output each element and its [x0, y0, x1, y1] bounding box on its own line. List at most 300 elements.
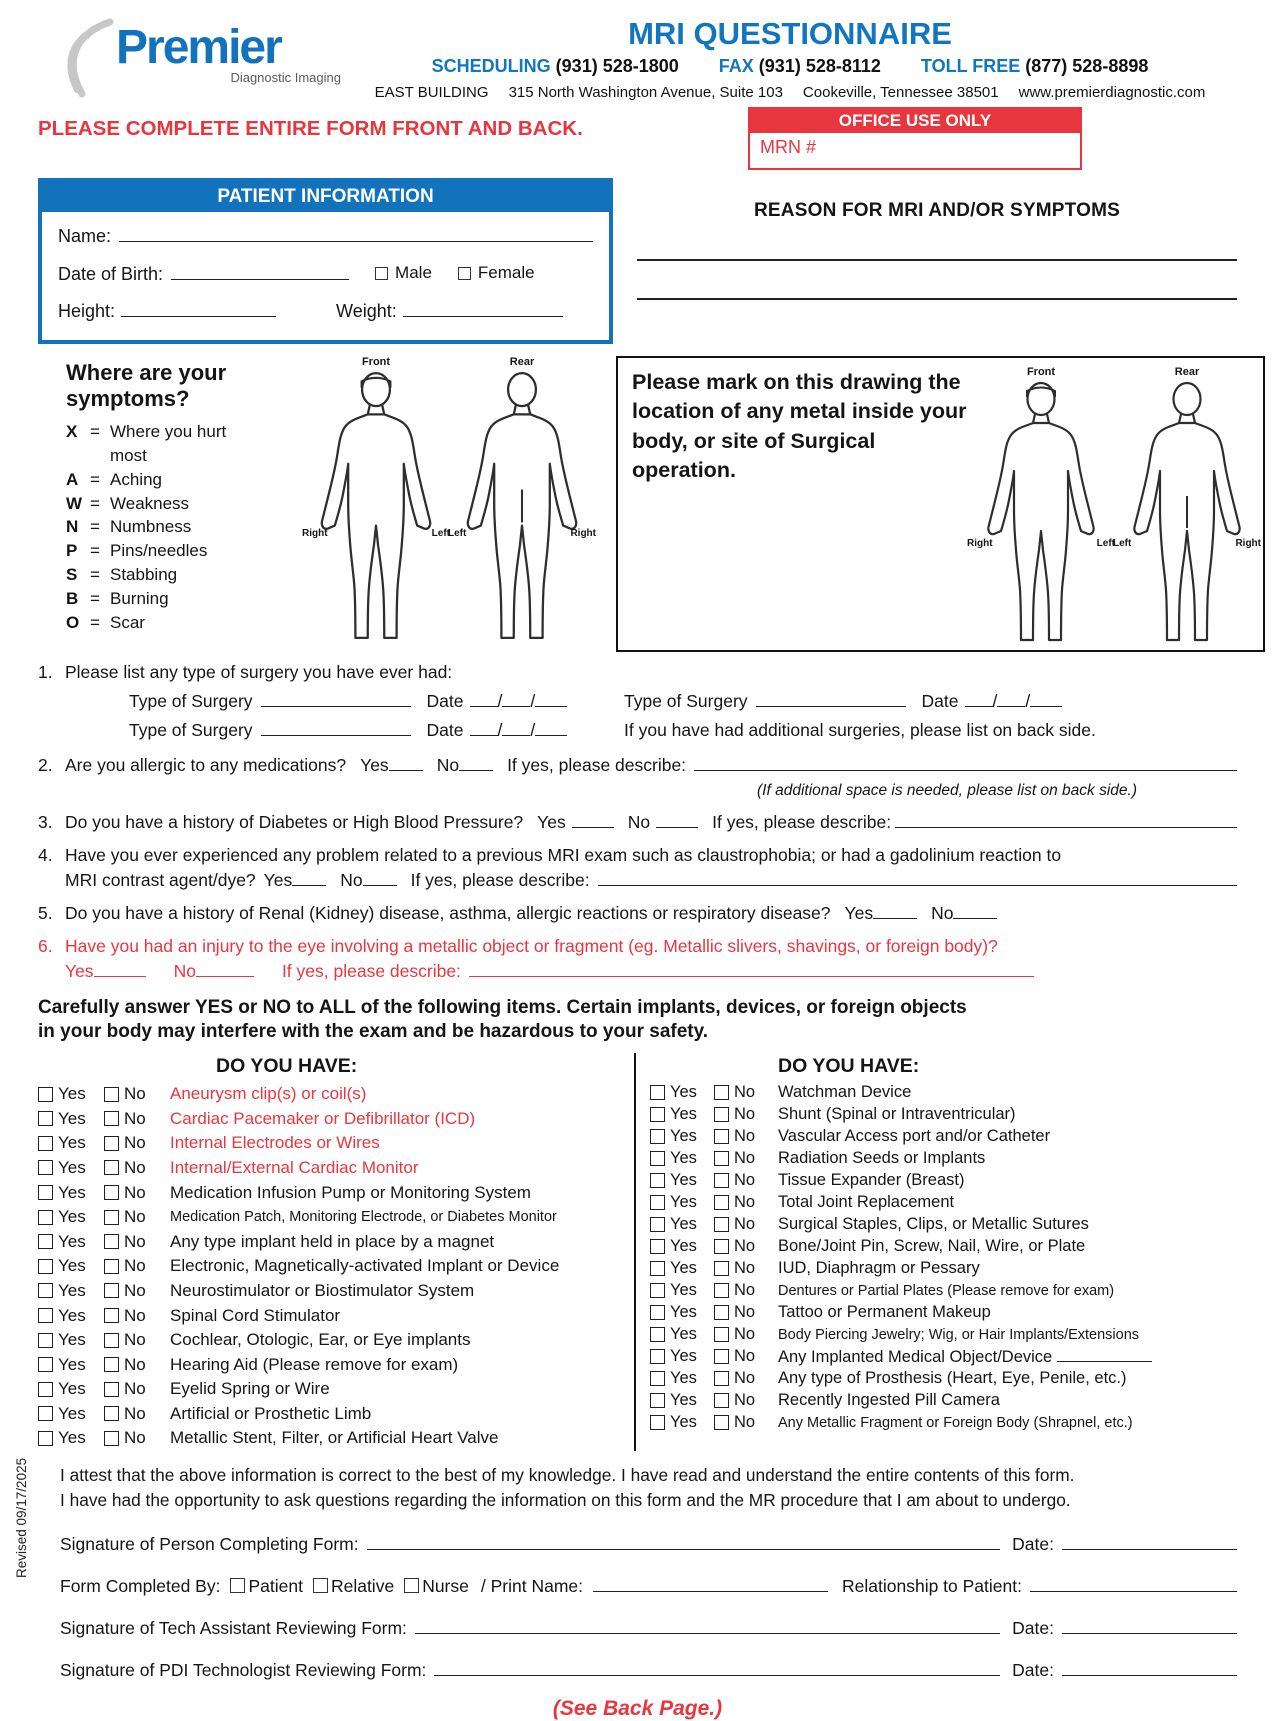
checklist-item	[650, 1280, 1237, 1302]
yes-option[interactable]	[38, 1133, 104, 1153]
yes-checkbox[interactable]	[38, 1136, 53, 1151]
body-figure-front[interactable]	[967, 365, 1115, 646]
legend-equals: =	[90, 422, 100, 442]
q6-describe-line[interactable]	[469, 961, 1034, 977]
yes-checkbox[interactable]	[650, 1327, 665, 1342]
yes-checkbox[interactable]	[38, 1283, 53, 1298]
no-option[interactable]	[714, 1171, 778, 1190]
no-option[interactable]	[714, 1391, 778, 1410]
yes-label: Yes	[670, 1259, 697, 1278]
no-checkbox[interactable]	[714, 1393, 729, 1408]
no-option[interactable]	[104, 1256, 170, 1276]
no-checkbox[interactable]	[104, 1160, 119, 1175]
no-option[interactable]	[104, 1281, 170, 1301]
completed-by-nurse-option[interactable]: Nurse	[404, 1576, 469, 1597]
no-option[interactable]	[714, 1413, 778, 1432]
date-label: Date:	[1012, 1533, 1054, 1554]
checklist-right-column	[634, 1053, 1237, 1451]
no-checkbox[interactable]	[714, 1129, 729, 1144]
no-checkbox[interactable]	[104, 1259, 119, 1274]
body-figure-front[interactable]	[302, 355, 450, 652]
checklist-item	[38, 1106, 626, 1131]
no-option[interactable]	[104, 1404, 170, 1424]
no-checkbox[interactable]	[714, 1305, 729, 1320]
no-checkbox[interactable]	[104, 1136, 119, 1151]
no-option[interactable]	[104, 1084, 170, 1104]
yes-checkbox[interactable]	[38, 1308, 53, 1323]
item-label: Cardiac Pacemaker or Defibrillator (ICD)	[170, 1108, 476, 1128]
yes-option[interactable]	[38, 1256, 104, 1276]
surgery-date-line[interactable]	[502, 720, 530, 736]
checklist-item	[38, 1402, 626, 1427]
reason-title: REASON FOR MRI AND/OR SYMPTOMS	[754, 200, 1120, 221]
signature-person-line[interactable]	[367, 1534, 1001, 1550]
yes-checkbox[interactable]	[38, 1406, 53, 1421]
symptoms-title: Where are your symptoms?	[66, 359, 227, 411]
dob-input-line[interactable]	[171, 264, 349, 280]
yes-checkbox[interactable]	[650, 1173, 665, 1188]
checklist-item	[650, 1302, 1237, 1324]
no-label: No	[734, 1413, 756, 1432]
yes-label: Yes	[670, 1281, 697, 1300]
yes-option[interactable]	[650, 1281, 714, 1300]
yes-option[interactable]	[38, 1232, 104, 1252]
yes-label: Yes	[670, 1149, 697, 1168]
yes-checkbox[interactable]	[38, 1087, 53, 1102]
print-name-line[interactable]	[593, 1576, 828, 1592]
surgery-date-line[interactable]	[965, 691, 993, 707]
yes-option[interactable]	[650, 1105, 714, 1124]
q4-yes-line[interactable]	[292, 870, 326, 886]
yes-checkbox[interactable]	[650, 1129, 665, 1144]
phone-numbers	[343, 56, 1237, 77]
metal-body-diagrams[interactable]	[967, 365, 1261, 646]
item-label: Recently Ingested Pill Camera	[778, 1391, 1000, 1410]
yes-option[interactable]	[38, 1379, 104, 1399]
female-checkbox[interactable]	[458, 267, 471, 280]
do-you-have-header: DO YOU HAVE:	[778, 1054, 920, 1077]
nurse-checkbox[interactable]	[404, 1578, 419, 1593]
yes-label: Yes	[670, 1237, 697, 1256]
patient-information-title: PATIENT INFORMATION	[42, 182, 609, 212]
yes-option[interactable]	[650, 1303, 714, 1322]
yes-option[interactable]	[650, 1083, 714, 1102]
signature-tech-row	[38, 1618, 1237, 1639]
yes-option[interactable]	[650, 1127, 714, 1146]
checklist-item	[38, 1377, 626, 1402]
q4-describe-line[interactable]	[598, 870, 1237, 886]
legend-key: B	[66, 588, 79, 608]
surgery-type-line[interactable]	[261, 720, 411, 736]
do-you-have-header: DO YOU HAVE:	[216, 1054, 358, 1077]
item-label: Shunt (Spinal or Intraventricular)	[778, 1105, 1016, 1124]
yes-option[interactable]	[38, 1355, 104, 1375]
no-label: No	[124, 1084, 146, 1104]
no-checkbox[interactable]	[714, 1283, 729, 1298]
no-option[interactable]	[714, 1149, 778, 1168]
no-option[interactable]	[104, 1355, 170, 1375]
yes-checkbox[interactable]	[650, 1371, 665, 1386]
no-option[interactable]	[104, 1133, 170, 1153]
no-checkbox[interactable]	[104, 1283, 119, 1298]
yes-checkbox[interactable]	[38, 1185, 53, 1200]
no-option[interactable]	[104, 1330, 170, 1350]
no-checkbox[interactable]	[714, 1415, 729, 1430]
no-label: No	[124, 1428, 146, 1448]
yes-option[interactable]	[38, 1404, 104, 1424]
no-label: No	[124, 1133, 146, 1153]
yes-checkbox[interactable]	[38, 1259, 53, 1274]
no-option[interactable]	[104, 1207, 170, 1227]
body-figure-rear[interactable]	[1113, 365, 1261, 646]
no-checkbox[interactable]	[714, 1151, 729, 1166]
surgery-date-line[interactable]	[997, 691, 1025, 707]
yes-option[interactable]	[650, 1369, 714, 1388]
no-option[interactable]	[714, 1083, 778, 1102]
checklist-item	[38, 1082, 626, 1107]
yes-checkbox[interactable]	[650, 1217, 665, 1232]
yes-option[interactable]	[650, 1259, 714, 1278]
q3-yes-line[interactable]	[572, 812, 614, 828]
item-label: Any Implanted Medical Object/Device	[778, 1346, 1152, 1367]
no-checkbox[interactable]	[714, 1261, 729, 1276]
yes-option[interactable]	[650, 1149, 714, 1168]
yes-option[interactable]	[38, 1330, 104, 1350]
yes-checkbox[interactable]	[38, 1160, 53, 1175]
q2-yes-line[interactable]	[389, 755, 423, 771]
metal-location-box	[616, 356, 1265, 652]
no-option[interactable]	[714, 1281, 778, 1300]
yes-checkbox[interactable]	[650, 1349, 665, 1364]
item-label: Dentures or Partial Plates (Please remove for exam)	[778, 1282, 1115, 1299]
item-label: Internal/External Cardiac Monitor	[170, 1157, 419, 1177]
yes-label: Yes	[58, 1280, 86, 1300]
signature-tech-line[interactable]	[415, 1618, 1000, 1634]
no-checkbox[interactable]	[714, 1327, 729, 1342]
signature-person-date-line[interactable]	[1062, 1534, 1237, 1550]
yes-label: Yes	[670, 1303, 697, 1322]
yes-label: Yes	[670, 1083, 697, 1102]
additional-surgeries-note: If you have had additional surgeries, please list on back side.	[624, 719, 1096, 740]
legend-row	[66, 611, 306, 635]
checklist-item	[38, 1205, 626, 1230]
no-option[interactable]	[104, 1306, 170, 1326]
no-checkbox[interactable]	[104, 1333, 119, 1348]
body-figure-rear[interactable]	[448, 355, 596, 652]
yes-checkbox[interactable]	[38, 1357, 53, 1372]
yes-checkbox[interactable]	[38, 1111, 53, 1126]
rear-label: Rear	[509, 355, 535, 368]
checklist-item	[650, 1412, 1237, 1434]
no-checkbox[interactable]	[714, 1371, 729, 1386]
checklist-item	[650, 1346, 1237, 1368]
no-checkbox[interactable]	[104, 1431, 119, 1446]
implant-checklists	[38, 1053, 1237, 1451]
legend-value: Aching	[110, 469, 162, 489]
height-label: Height:	[58, 300, 116, 321]
yes-label: Yes	[58, 1403, 86, 1423]
no-label: No	[124, 1330, 146, 1350]
name-input-line[interactable]	[119, 226, 593, 242]
yes-option[interactable]	[38, 1109, 104, 1129]
surgery-date-line[interactable]	[535, 720, 567, 736]
no-checkbox[interactable]	[714, 1217, 729, 1232]
q6-no-line[interactable]	[196, 961, 254, 977]
no-checkbox[interactable]	[714, 1195, 729, 1210]
no-checkbox[interactable]	[104, 1234, 119, 1249]
yes-checkbox[interactable]	[650, 1239, 665, 1254]
no-checkbox[interactable]	[104, 1185, 119, 1200]
no-option[interactable]	[104, 1232, 170, 1252]
symptom-body-diagrams[interactable]	[302, 355, 596, 652]
item-extra-line[interactable]	[1057, 1346, 1152, 1362]
no-option[interactable]	[714, 1105, 778, 1124]
logo-swoosh-icon	[44, 16, 122, 104]
checklist-item	[38, 1254, 626, 1279]
yes-checkbox[interactable]	[650, 1283, 665, 1298]
premier-logo	[38, 14, 343, 85]
yes-option[interactable]	[650, 1347, 714, 1366]
completed-by-patient-option[interactable]: Patient	[230, 1576, 302, 1597]
no-checkbox[interactable]	[104, 1087, 119, 1102]
signature-pdi-date-line[interactable]	[1062, 1660, 1237, 1676]
yes-label: Yes	[58, 1305, 86, 1325]
yes-option[interactable]	[38, 1281, 104, 1301]
yes-option[interactable]	[650, 1413, 714, 1432]
no-label: No	[734, 1391, 756, 1410]
yes-checkbox[interactable]	[650, 1107, 665, 1122]
address-building: EAST BUILDING	[374, 84, 489, 101]
legend-value: Burning	[110, 588, 169, 608]
no-option[interactable]	[714, 1303, 778, 1322]
yes-option[interactable]	[650, 1171, 714, 1190]
yes-option[interactable]	[650, 1237, 714, 1256]
no-label: No	[734, 1259, 756, 1278]
question-3-text: Do you have a history of Diabetes or High Blood Pressure?	[65, 811, 524, 832]
question-4: 4. Have you ever experienced any problem related to a previous MRI exam such as claustrophobia; or had a gadolinium reaction to	[38, 844, 1062, 865]
no-option[interactable]	[714, 1325, 778, 1344]
reason-input-line-2[interactable]	[637, 261, 1237, 300]
yes-option[interactable]	[650, 1215, 714, 1234]
no-label: No	[734, 1325, 756, 1344]
attestation-statement: I attest that the above information is correct to the best of my knowledge. I have read and understand the entire contents of this form. I have had the opportunity to ask questions regarding the information on this form and the MR procedure that I am about to undergo.	[60, 1464, 1075, 1510]
item-label: Any type of Prosthesis (Heart, Eye, Penile, etc.)	[778, 1369, 1127, 1388]
no-label: No	[734, 1083, 756, 1102]
question-4-line2: MRI contrast agent/dye? Yes No If yes, please describe:	[38, 870, 1237, 891]
mrn-field[interactable]: MRN #	[760, 137, 817, 157]
surgery-type-line[interactable]	[756, 691, 906, 707]
phone-fax: FAX (931) 528-8112	[718, 56, 881, 76]
no-checkbox[interactable]	[104, 1210, 119, 1225]
patient-checkbox[interactable]	[230, 1578, 245, 1593]
q2-describe-line[interactable]	[694, 755, 1237, 771]
no-option[interactable]	[104, 1109, 170, 1129]
no-checkbox[interactable]	[104, 1308, 119, 1323]
no-label: No	[734, 1193, 756, 1212]
item-label: Any type implant held in place by a magnet	[170, 1231, 495, 1251]
yes-checkbox[interactable]	[650, 1085, 665, 1100]
no-label: No	[124, 1207, 146, 1227]
checklist-item	[38, 1279, 626, 1304]
surgery-type-line[interactable]	[261, 691, 411, 707]
item-label: Medication Infusion Pump or Monitoring System	[170, 1182, 531, 1202]
right-label: Right	[570, 527, 596, 539]
yes-checkbox[interactable]	[38, 1333, 53, 1348]
q2-no-line[interactable]	[459, 755, 493, 771]
q5-no-line[interactable]	[953, 903, 997, 919]
no-label: No	[124, 1182, 146, 1202]
yes-label: Yes	[670, 1413, 697, 1432]
legend-row	[66, 468, 306, 492]
no-option[interactable]	[714, 1347, 778, 1366]
dob-row	[58, 263, 593, 285]
no-checkbox[interactable]	[104, 1111, 119, 1126]
front-label: Front	[361, 355, 391, 368]
height-input-line[interactable]	[121, 301, 276, 317]
no-option[interactable]	[104, 1158, 170, 1178]
complete-form-notice: PLEASE COMPLETE ENTIRE FORM FRONT AND BACK.	[38, 117, 583, 140]
q4-no-line[interactable]	[363, 870, 397, 886]
no-label: No	[734, 1281, 756, 1300]
question-4-text-line1: Have you ever experienced any problem related to a previous MRI exam such as claustrophobia; or had a gadolinium reaction to	[65, 844, 1062, 865]
yes-checkbox[interactable]	[650, 1151, 665, 1166]
signature-tech-date-line[interactable]	[1062, 1618, 1237, 1634]
no-checkbox[interactable]	[714, 1173, 729, 1188]
yes-option[interactable]	[38, 1428, 104, 1448]
no-option[interactable]	[714, 1369, 778, 1388]
office-use-title: OFFICE USE ONLY	[750, 109, 1080, 133]
item-label: Neurostimulator or Biostimulator System	[170, 1280, 475, 1300]
yes-option[interactable]	[38, 1158, 104, 1178]
q3-describe-line[interactable]	[895, 812, 1237, 828]
no-option[interactable]	[104, 1183, 170, 1203]
question-1: 1. Please list any type of surgery you have ever had:	[38, 661, 453, 682]
q3-no-line[interactable]	[656, 812, 698, 828]
q6-yes-line[interactable]	[94, 961, 146, 977]
address-street: 315 North Washington Avenue, Suite 103	[508, 84, 783, 101]
no-option[interactable]	[104, 1428, 170, 1448]
surgery-date-line[interactable]	[502, 691, 530, 707]
question-6-text: Have you had an injury to the eye involving a metallic object or fragment (eg. Metallic slivers, shavings, or foreign body)?	[65, 935, 998, 956]
no-label: No	[124, 1403, 146, 1423]
no-label: No	[734, 1369, 756, 1388]
name-label: Name:	[58, 226, 112, 246]
weight-input-line[interactable]	[403, 301, 563, 317]
checklist-item	[38, 1156, 626, 1181]
yes-option[interactable]	[38, 1306, 104, 1326]
yes-checkbox[interactable]	[650, 1415, 665, 1430]
reason-input-line-1[interactable]	[637, 222, 1237, 261]
question-2-text: Are you allergic to any medications?	[65, 754, 347, 775]
phone-tollfree: TOLL FREE (877) 528-8898	[920, 56, 1149, 76]
no-checkbox[interactable]	[714, 1239, 729, 1254]
no-checkbox[interactable]	[714, 1085, 729, 1100]
no-checkbox[interactable]	[714, 1107, 729, 1122]
yes-checkbox[interactable]	[38, 1431, 53, 1446]
yes-checkbox[interactable]	[38, 1210, 53, 1225]
legend-value: Weakness	[110, 493, 190, 513]
relative-checkbox[interactable]	[313, 1578, 328, 1593]
male-checkbox[interactable]	[375, 267, 388, 280]
yes-label: Yes	[670, 1215, 697, 1234]
no-checkbox[interactable]	[714, 1349, 729, 1364]
yes-checkbox[interactable]	[38, 1382, 53, 1397]
yes-label: Yes	[58, 1330, 86, 1350]
yes-checkbox[interactable]	[650, 1305, 665, 1320]
no-label: No	[734, 1237, 756, 1256]
surgery-date-line[interactable]	[1030, 691, 1062, 707]
checklist-item	[650, 1236, 1237, 1258]
checklist-item	[650, 1368, 1237, 1390]
yes-label: Yes	[58, 1133, 86, 1153]
item-label: Metallic Stent, Filter, or Artificial Heart Valve	[170, 1428, 499, 1448]
signature-tech-label: Signature of Tech Assistant Reviewing Form:	[60, 1617, 407, 1638]
checklist-item	[38, 1426, 626, 1451]
yes-option[interactable]	[38, 1183, 104, 1203]
yes-option[interactable]	[650, 1193, 714, 1212]
legend-value: Stabbing	[110, 565, 178, 585]
item-label: Vascular Access port and/or Catheter	[778, 1127, 1051, 1146]
no-option[interactable]	[104, 1379, 170, 1399]
no-label: No	[124, 1280, 146, 1300]
legend-key: S	[66, 565, 78, 585]
yes-option[interactable]	[650, 1325, 714, 1344]
yes-checkbox[interactable]	[38, 1234, 53, 1249]
symptoms-legend	[66, 420, 306, 634]
item-label: Medication Patch, Monitoring Electrode, or Diabetes Monitor	[170, 1209, 557, 1226]
surgery-date-line[interactable]	[470, 691, 498, 707]
yes-label: Yes	[58, 1428, 86, 1448]
legend-row	[66, 587, 306, 611]
item-label: Radiation Seeds or Implants	[778, 1149, 986, 1168]
yes-checkbox[interactable]	[650, 1195, 665, 1210]
q5-yes-line[interactable]	[873, 903, 917, 919]
yes-checkbox[interactable]	[650, 1393, 665, 1408]
yes-label: Yes	[58, 1207, 86, 1227]
no-option[interactable]	[714, 1127, 778, 1146]
yes-option[interactable]	[650, 1391, 714, 1410]
legend-row	[66, 492, 306, 516]
male-option[interactable]	[375, 263, 432, 283]
question-6: 6. Have you had an injury to the eye involving a metallic object or fragment (eg. Metallic slivers, shavings, or foreign body)?	[38, 935, 998, 956]
no-label: No	[124, 1231, 146, 1251]
no-checkbox[interactable]	[104, 1382, 119, 1397]
signature-pdi-line[interactable]	[434, 1660, 1000, 1676]
no-checkbox[interactable]	[104, 1406, 119, 1421]
surgery-date-line[interactable]	[470, 720, 498, 736]
relationship-line[interactable]	[1030, 1576, 1237, 1592]
no-checkbox[interactable]	[104, 1357, 119, 1372]
no-label: No	[734, 1171, 756, 1190]
checklist-item	[38, 1303, 626, 1328]
yes-option[interactable]	[38, 1207, 104, 1227]
yes-checkbox[interactable]	[650, 1261, 665, 1276]
questions-section	[38, 662, 1237, 1045]
no-option[interactable]	[714, 1215, 778, 1234]
item-label: Tattoo or Permanent Makeup	[778, 1303, 991, 1322]
item-label: Spinal Cord Stimulator	[170, 1305, 341, 1325]
no-option[interactable]	[714, 1237, 778, 1256]
surgery-date-line[interactable]	[535, 691, 567, 707]
address-website: www.premierdiagnostic.com	[1018, 84, 1206, 101]
female-option[interactable]	[458, 263, 535, 283]
checklist-item	[38, 1131, 626, 1156]
yes-label: Yes	[670, 1171, 697, 1190]
completed-by-relative-option[interactable]: Relative	[313, 1576, 394, 1597]
no-option[interactable]	[714, 1193, 778, 1212]
yes-option[interactable]	[38, 1084, 104, 1104]
no-option[interactable]	[714, 1259, 778, 1278]
